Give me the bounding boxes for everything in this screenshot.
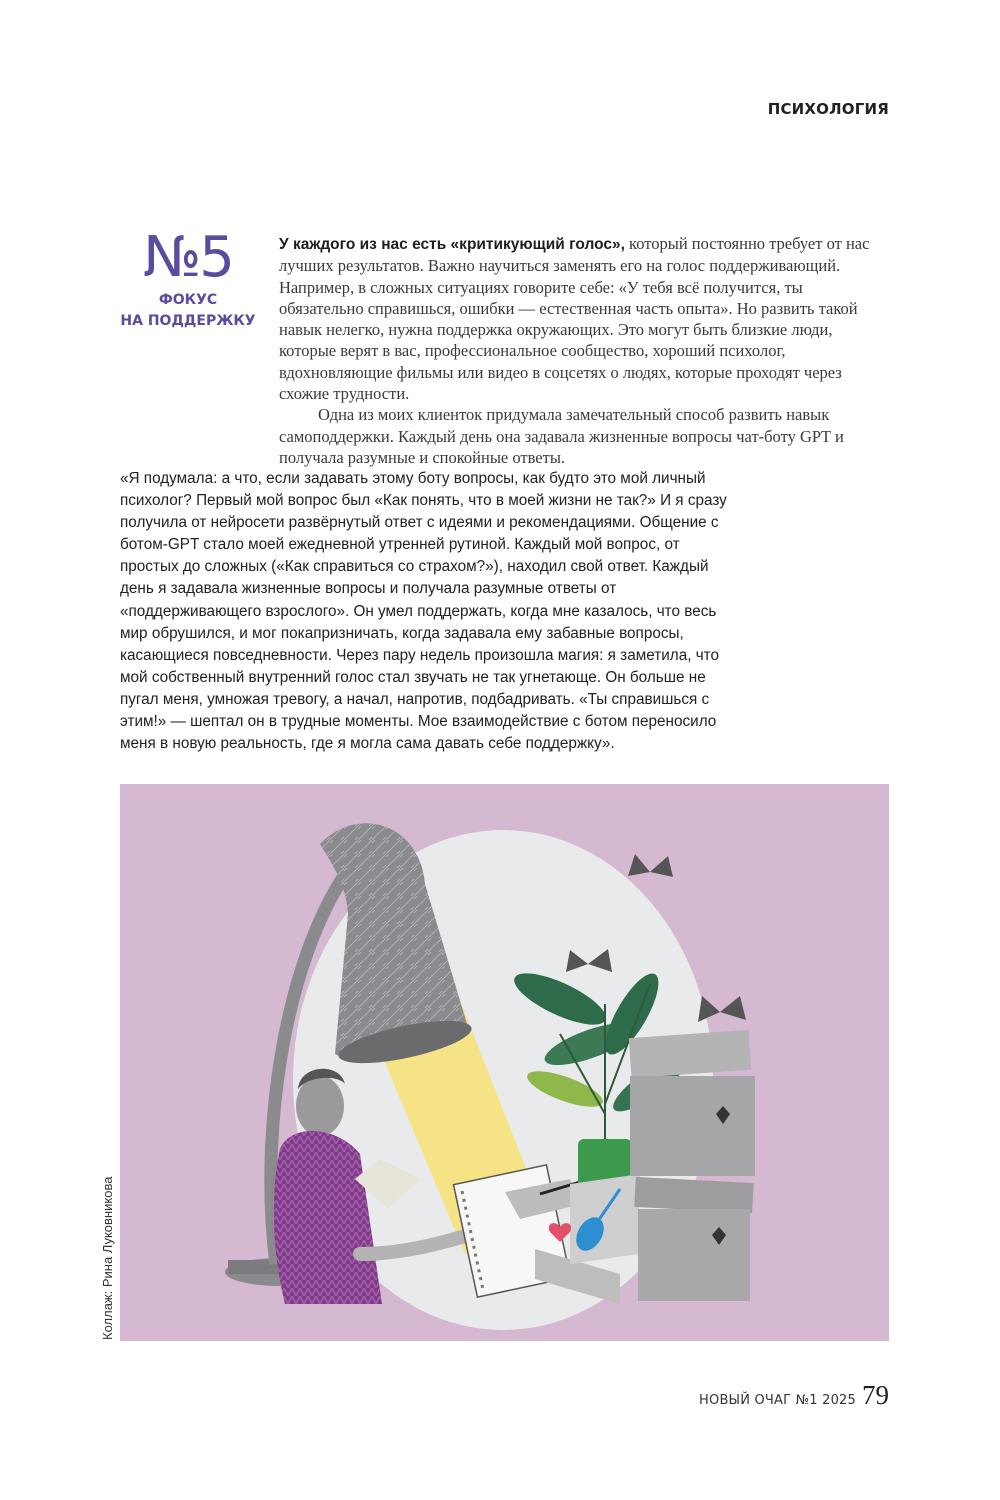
tip-number: №5 xyxy=(143,225,233,290)
section-label: ПСИХОЛОГИЯ xyxy=(767,100,889,118)
collage-illustration xyxy=(120,784,889,1341)
intro-paragraph-2: Одна из моих клиенток придумала замечательный способ развить навык самоподдержки. Каждый день она задавала жизненные вопросы чат-боту GPT и получала разумные и спокойные ответы. xyxy=(279,405,844,467)
page-number: 79 xyxy=(862,1380,889,1410)
intro-text xyxy=(279,233,889,468)
tip-caption-line2: НА ПОДДЕРЖКУ xyxy=(120,313,256,329)
illustration-credit: Коллаж: Рина Луковникова xyxy=(100,1176,115,1340)
tip-badge xyxy=(120,225,256,332)
stacked-boxes xyxy=(629,1030,755,1301)
intro-lead: У каждого из нас есть «критикующий голос», xyxy=(279,236,625,253)
page-footer xyxy=(699,1380,889,1411)
intro-paragraph-1 xyxy=(279,233,889,404)
tip-caption-line1: ФОКУС xyxy=(158,292,218,308)
magazine-issue: НОВЫЙ ОЧАГ №1 2025 xyxy=(699,1393,856,1408)
tip-caption xyxy=(120,290,256,332)
intro-paragraph-1-rest: который постоянно требует от нас лучших результатов. Важно научиться заменять его на голос поддерживающий. Например, в сложных ситуациях говорите себе: «У тебя всё получится, ты обязательно справишься, ошибки — естественная часть опыта». Но развить такой навык нелегко, нужна поддержка окружающих. Это могут быть близкие люди, которые верят в вас, профессиональное сообщество, хороший психолог, вдохновляющие фильмы или видео в соцсетях о людях, которые проходят через схожие трудности. xyxy=(279,234,870,404)
quote-text: «Я подумала: а что, если задавать этому боту вопросы, как будто это мой личный психолог? Первый мой вопрос был «Как понять, что в моей жизни не так?» И я сразу получила от нейросети развёрнутый ответ с идеями и рекомендациями. Общение с ботом-GPT стало моей ежедневной утренней рутиной. Каждый мой вопрос, от простых до сложных («Как справиться со страхом?»), находил свой ответ. Каждый день я задавала жизненные вопросы и получала разумные ответы от «поддерживающего взрослого». Он умел поддержать, когда мне казалось, что весь мир обрушился, и мог покапризничать, когда задавала ему забавные вопросы, касающиеся повседневности. Через пару недель произошла магия: я заметила, что мой собственный внутренний голос стал звучать не так угнетающе. Он больше не пугал меня, умножая тревогу, а начал, напротив, подбадривать. «Ты справишься с этим!» — шептал он в трудные моменты. Мое взаимодействие с ботом переносило меня в новую реальность, где я могла сама давать себе поддержку». xyxy=(120,470,727,753)
client-quote xyxy=(120,468,732,755)
